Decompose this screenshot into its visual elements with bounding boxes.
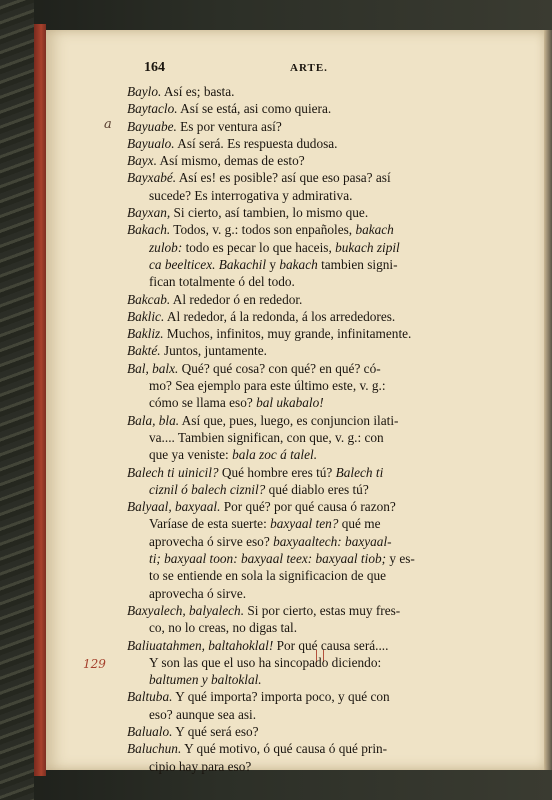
book-cover-edge — [0, 0, 34, 800]
entry-text: va.... Tambien significan, con que, v. g.: con — [149, 429, 384, 445]
entry-headword: Baklic. — [127, 308, 165, 324]
entry-text: y es- — [386, 551, 415, 567]
entry-text: Y son las que el uso ha sincopado diciendo: — [149, 654, 382, 670]
entry-text: tambien signi- — [317, 256, 398, 272]
dictionary-entry — [127, 204, 485, 221]
entry-definition: Así se está, asi como quiera. — [177, 101, 332, 117]
entry-definition: Todos, v. g.: todos son enpañoles, — [170, 222, 356, 238]
dictionary-entry — [127, 100, 485, 117]
dictionary-entry — [127, 360, 485, 412]
entry-maya-term: Bakachil — [218, 256, 267, 272]
entry-maya-term: baxyaaltech: baxyaal- — [273, 533, 392, 549]
entry-headword: Baytaclo. — [127, 101, 178, 117]
dictionary-entry — [127, 221, 485, 290]
entry-continuation — [127, 429, 485, 446]
entry-text: eso? aunque sea asi. — [149, 706, 257, 722]
entry-definition: Por qué? por qué causa ó razon? — [220, 499, 396, 515]
entry-continuation — [127, 273, 485, 290]
dictionary-entry — [127, 169, 485, 204]
dictionary-entry — [127, 152, 485, 169]
entry-headword: Bakach. — [127, 222, 171, 238]
entry-maya-term: baxyaal ten? — [270, 516, 339, 532]
entry-definition: Al rededor ó en rededor. — [170, 291, 303, 307]
entry-headword: Bal, balx. — [127, 360, 179, 376]
entry-definition: Así que, pues, luego, es conjuncion ilati- — [179, 412, 399, 428]
entry-headword: Baluchun. — [127, 741, 182, 757]
entry-continuation — [127, 533, 485, 550]
entry-continuation — [127, 654, 485, 671]
entry-headword: Bayxabé. — [127, 170, 177, 186]
entry-text: mo? Sea ejemplo para este último este, v. g.: — [149, 378, 386, 394]
dictionary-entry — [127, 118, 485, 135]
entry-continuation — [127, 585, 485, 602]
entry-definition: Al rededor, á la redonda, á los arrededores. — [164, 308, 396, 324]
entry-maya-term: bukach zipil — [335, 239, 400, 255]
dictionary-entry — [127, 83, 485, 100]
entry-maya-term: ti; baxyaal toon: baxyaal teex: baxyaal tiob; — [149, 551, 387, 567]
entry-headword: Bayualo. — [127, 135, 175, 151]
entry-text: y — [266, 256, 280, 272]
dictionary-entry — [127, 135, 485, 152]
entry-maya-term: zulob: — [149, 239, 183, 255]
dictionary-entry — [127, 602, 485, 637]
dictionary-entry — [127, 325, 485, 342]
entry-definition: Si cierto, así tambien, lo mismo que. — [170, 205, 369, 221]
entry-definition: Por qué causa será.... — [273, 637, 389, 653]
entry-definition: Qué hombre eres tú? — [218, 464, 336, 480]
entry-definition: Juntos, juntamente. — [160, 343, 267, 359]
dictionary-entry — [127, 637, 485, 689]
entry-headword: Bakcab. — [127, 291, 171, 307]
entry-text: to se entiende en sola la significacion de que — [149, 568, 387, 584]
dictionary-entry — [127, 291, 485, 308]
entry-headword: Bayx. — [127, 153, 157, 169]
entry-maya-term: bakach — [355, 222, 394, 238]
entry-continuation — [127, 550, 485, 567]
page-header — [98, 58, 478, 80]
entry-continuation — [127, 758, 485, 775]
entry-headword: Balyaal, baxyaal. — [127, 499, 221, 515]
entry-maya-term: bakach — [279, 256, 318, 272]
entry-text: aprovecha ó sirve eso? — [149, 533, 274, 549]
entry-definition: Así es! es posible? así que eso pasa? así — [176, 170, 391, 186]
entry-text: aprovecha ó sirve. — [149, 585, 247, 601]
entry-maya-term: baltumen y baltoklal. — [149, 672, 262, 688]
entry-maya-term: bal ukabalo! — [256, 395, 324, 411]
entry-continuation — [127, 187, 485, 204]
entry-text: cipio hay para eso? — [149, 758, 252, 774]
page-right-edge — [544, 30, 552, 770]
entry-text: fican totalmente ó del todo. — [149, 274, 295, 290]
entry-headword: Baxyalech, balyalech. — [127, 602, 245, 618]
dictionary-entry — [127, 740, 485, 775]
dictionary-entry — [127, 464, 485, 499]
entry-text: co, no lo creas, no digas tal. — [149, 620, 298, 636]
entry-continuation — [127, 394, 485, 411]
entry-headword: Bayxan, — [127, 205, 171, 221]
dictionary-entry — [127, 723, 485, 740]
entry-headword: Bala, bla. — [127, 412, 180, 428]
entry-definition: Así será. Es respuesta dudosa. — [174, 135, 338, 151]
entry-definition: Así mismo, demas de esto? — [156, 153, 305, 169]
entry-headword: Baliuatahmen, baltahoklal! — [127, 637, 274, 653]
entry-text: sucede? Es interrogativa y admirativa. — [149, 187, 353, 203]
entry-maya-term: Balech ti — [335, 464, 384, 480]
entry-definition: Muchos, infinitos, muy grande, infinitamente. — [163, 326, 412, 342]
entry-maya-term: bala zoc á talel. — [232, 447, 318, 463]
entry-continuation — [127, 619, 485, 636]
entry-continuation — [127, 671, 485, 688]
entry-text: todo es pecar lo que haceis, — [182, 239, 336, 255]
entry-headword: Bakté. — [127, 343, 161, 359]
dictionary-entry — [127, 412, 485, 464]
entry-continuation — [127, 706, 485, 723]
entry-text: Varíase de esta suerte: — [149, 516, 271, 532]
entry-definition: Y qué motivo, ó qué causa ó qué prin- — [181, 741, 388, 757]
dictionary-entry — [127, 498, 485, 602]
entry-text: qué diablo eres tú? — [265, 481, 369, 497]
running-head: ARTE. — [290, 62, 328, 74]
page-edge-red — [34, 24, 46, 776]
entry-definition: Y qué será eso? — [172, 723, 259, 739]
entry-headword: Baylo. — [127, 84, 162, 99]
entry-definition: Así es; basta. — [161, 84, 235, 99]
entry-continuation — [127, 567, 485, 584]
entry-text: cómo se llama eso? — [149, 395, 257, 411]
entry-continuation — [127, 239, 485, 256]
entry-headword: Balech ti uinicil? — [127, 464, 219, 480]
entry-text: que ya veniste: — [149, 447, 233, 463]
entry-headword: Bakliz. — [127, 326, 164, 342]
entry-definition: Y qué importa? importa poco, y qué con — [172, 689, 390, 705]
entry-text: qué me — [338, 516, 381, 532]
entry-continuation — [127, 377, 485, 394]
dictionary-entries — [127, 83, 485, 775]
entry-headword: Balualo. — [127, 723, 173, 739]
margin-annotation-number: 129 — [83, 657, 106, 671]
entry-maya-term: ciznil ó balech ciznil? — [149, 481, 266, 497]
dictionary-entry — [127, 308, 485, 325]
page-number: 164 — [144, 60, 165, 75]
dictionary-entry — [127, 688, 485, 723]
entry-continuation — [127, 446, 485, 463]
entry-definition: Qué? qué cosa? con qué? en qué? có- — [178, 360, 381, 376]
entry-headword: Bayuabe. — [127, 118, 177, 134]
entry-continuation — [127, 256, 485, 273]
margin-annotation-letter: a — [104, 117, 112, 132]
entry-definition: Es por ventura así? — [176, 118, 282, 134]
entry-continuation — [127, 481, 485, 498]
dictionary-entry — [127, 342, 485, 359]
entry-headword: Baltuba. — [127, 689, 173, 705]
entry-continuation — [127, 515, 485, 532]
entry-definition: Si por cierto, estas muy fres- — [244, 602, 401, 618]
entry-maya-term: ca beelticex. — [149, 256, 216, 272]
